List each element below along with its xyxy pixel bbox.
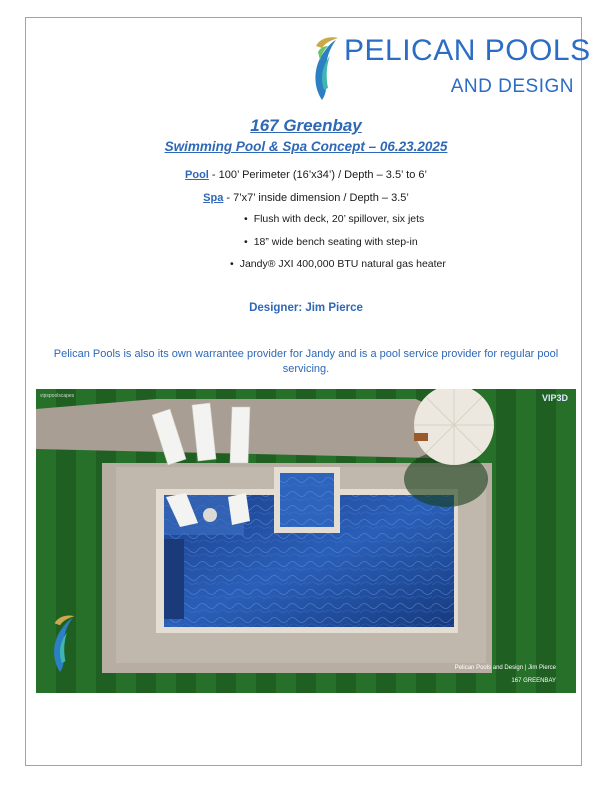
pool-label: Pool	[185, 169, 209, 181]
company-logo	[302, 30, 592, 106]
pool-spec-text: - 100’ Perimeter (16’x34’) / Depth – 3.5’ to 6’	[208, 169, 427, 181]
brand-tagline: AND DESIGN	[450, 76, 574, 97]
project-title: 167 Greenbay	[250, 116, 362, 135]
spa-bullet-3: • Jandy® JXI 400,000 BTU natural gas heater	[230, 258, 446, 270]
lounge-chair-icon	[152, 403, 250, 465]
spa-spec	[0, 192, 612, 204]
spa-label: Spa	[203, 192, 224, 204]
render-caption-address: 167 GREENBAY	[511, 678, 556, 684]
render-caption-credit: Pelican Pools and Design | Jim Pierce	[454, 665, 556, 671]
brand-name: PELICAN POOLS	[344, 34, 591, 67]
warranty-note: Pelican Pools is also its own warrantee provider for Jandy and is a pool service provider for regular pool servicing.	[53, 348, 559, 375]
pool-rendering-graphic	[36, 389, 576, 693]
pool-rendering	[36, 389, 576, 693]
spa-bullet-2: • 18” wide bench seating with step-in	[244, 236, 418, 248]
project-subtitle: Swimming Pool & Spa Concept – 06.23.2025	[164, 139, 448, 154]
pelican-logo-icon	[302, 30, 342, 106]
pool-spec	[0, 169, 612, 181]
watermark-top-left: vipspoolscapes	[40, 393, 75, 399]
designer-credit: Designer: Jim Pierce	[249, 302, 363, 314]
watermark-top-right: VIP3D	[541, 393, 568, 403]
spa-bullet-1: • Flush with deck, 20’ spillover, six jets	[244, 213, 424, 225]
spa-spec-text: - 7’x7’ inside dimension / Depth – 3.5’	[223, 192, 409, 204]
